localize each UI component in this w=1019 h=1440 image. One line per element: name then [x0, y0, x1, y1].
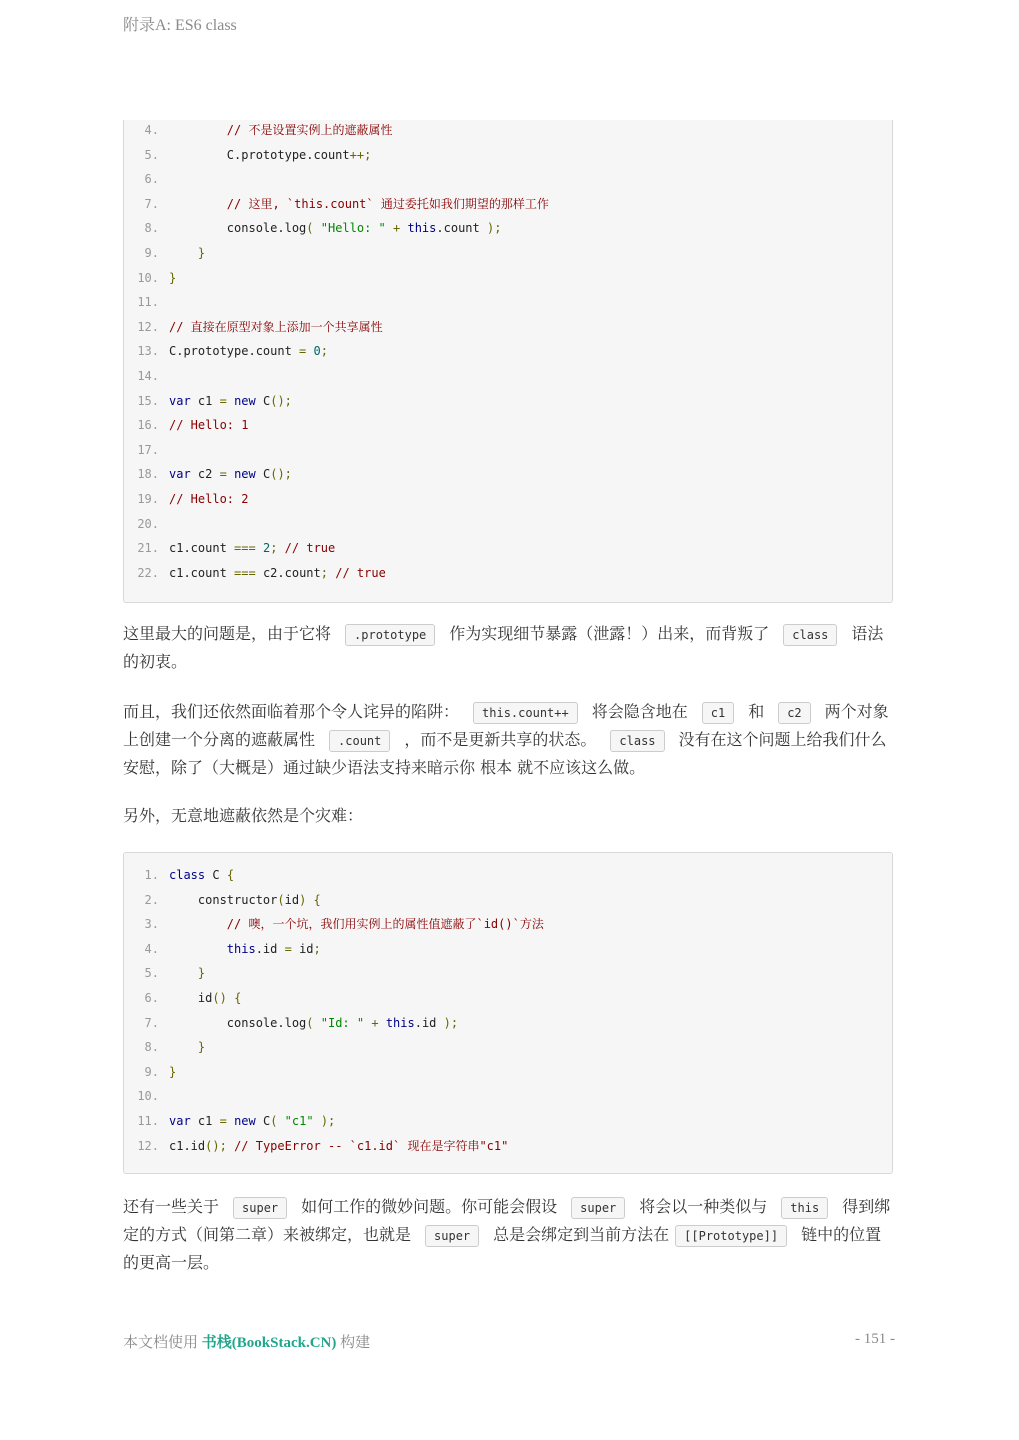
code-line — [124, 514, 159, 534]
para1-text-2: 作为实现细节暴露（泄露！）出来，而背叛了 — [449, 624, 770, 643]
line-number: 6. — [144, 991, 159, 1005]
code-line — [124, 145, 372, 165]
code-line — [124, 1111, 336, 1131]
code-text: class C { — [169, 868, 235, 882]
para4-text-4: 得到绑定的方式（间第二章）来被绑定，也就是 — [123, 1197, 891, 1244]
code-line — [124, 890, 321, 910]
line-number: 4. — [144, 123, 159, 137]
inline-code-count: .count — [329, 730, 390, 752]
code-line — [124, 440, 159, 460]
code-line — [124, 1013, 459, 1033]
code-line — [124, 292, 159, 312]
code-text: } — [197, 246, 206, 260]
code-line — [124, 268, 177, 288]
line-number: 5. — [144, 147, 159, 162]
line-number: 13. — [137, 344, 159, 359]
code-text: constructor(id) { — [169, 892, 321, 907]
page-number: - 151 - — [855, 1331, 895, 1347]
line-number: 7. — [144, 196, 159, 211]
code-text: // Hello: 2 — [169, 492, 249, 506]
code-line — [124, 914, 544, 934]
para2-text-6: 没有在这个问题上给我们什么安慰，除了（大概是）通过缺少语法支持来暗示你 根本 就不应该这么做。 — [123, 730, 887, 777]
code-line — [124, 563, 386, 583]
code-line — [124, 988, 242, 1008]
line-number: 22. — [137, 565, 159, 580]
line-number: 17. — [137, 442, 159, 457]
code-text: C.prototype.count = 0; — [169, 344, 328, 359]
code-line — [124, 218, 502, 238]
line-number: 12. — [137, 319, 159, 334]
inline-code-class: class — [783, 624, 837, 646]
line-number: 15. — [137, 393, 159, 408]
code-text: // 直接在原型对象上添加一个共享属性 — [169, 319, 383, 334]
para4-text-1: 还有一些关于 — [123, 1197, 220, 1216]
code-text: console.log( "Id: " + this.id ); — [169, 1015, 459, 1030]
code-line — [124, 1136, 509, 1156]
code-text: id() { — [169, 991, 242, 1005]
code-line — [124, 538, 336, 558]
code-line — [124, 1086, 159, 1106]
line-number: 14. — [137, 369, 159, 383]
code-text: C.prototype.count++; — [169, 147, 372, 162]
code-line — [124, 464, 292, 484]
paragraph-2 — [123, 698, 895, 782]
line-number: 3. — [144, 917, 159, 932]
line-number: 9. — [144, 1064, 159, 1079]
paragraph-4 — [123, 1193, 895, 1277]
code-line — [124, 366, 159, 386]
para2-text-3: 和 — [748, 702, 765, 721]
paragraph-3 — [123, 802, 895, 830]
inline-code-prototype-chain: [[Prototype]] — [675, 1225, 787, 1247]
code-text: // 这里, `this.count` 通过委托如我们期望的那样工作 — [226, 196, 549, 211]
inline-code-c1: c1 — [702, 702, 734, 724]
line-number: 4. — [144, 941, 159, 956]
line-number: 12. — [137, 1138, 159, 1153]
inline-code-super: super — [233, 1197, 287, 1219]
line-number: 9. — [144, 246, 159, 260]
code-line — [124, 317, 383, 337]
code-text: var c1 = new C(); — [169, 393, 292, 408]
inline-code-prototype: .prototype — [345, 624, 435, 646]
para4-text-2: 如何工作的微妙问题。你可能会假设 — [301, 1197, 558, 1216]
code-block-top — [123, 120, 893, 603]
line-number: 20. — [137, 516, 159, 531]
code-text: c1.count === 2; // true — [169, 541, 336, 556]
code-line — [124, 169, 159, 189]
code-text: c1.count === c2.count; // true — [169, 565, 386, 580]
para2-text-2: 将会隐含地在 — [591, 702, 688, 721]
code-line — [124, 341, 328, 361]
line-number: 11. — [137, 295, 159, 310]
inline-code-super-3: super — [425, 1225, 479, 1247]
code-line — [124, 120, 393, 140]
inline-code-super-2: super — [571, 1197, 625, 1219]
code-line — [124, 939, 321, 959]
code-text: this.id = id; — [226, 941, 321, 956]
code-line — [124, 865, 235, 885]
line-number: 1. — [144, 868, 159, 882]
page-header: 附录A: ES6 class — [123, 17, 237, 34]
code-text: console.log( "Hello: " + this.count ); — [169, 221, 502, 236]
code-line — [124, 489, 249, 509]
footer-suffix: 构建 — [340, 1335, 371, 1351]
code-text: // Hello: 1 — [169, 418, 249, 433]
code-text: } — [197, 966, 206, 981]
code-text: var c2 = new C(); — [169, 467, 292, 482]
code-line — [124, 415, 249, 435]
code-text: } — [197, 1040, 206, 1055]
para4-text-3: 将会以一种类似与 — [639, 1197, 768, 1216]
line-number: 5. — [144, 966, 159, 981]
para2-text-5: ，而不是更新共享的状态。 — [404, 730, 597, 749]
code-text: c1.id(); // TypeError -- `c1.id` 现在是字符串"c1" — [169, 1138, 509, 1153]
line-number: 11. — [137, 1114, 159, 1128]
line-number: 7. — [144, 1015, 159, 1030]
footer-brand-link[interactable]: 书栈(BookStack.CN) — [201, 1335, 337, 1351]
line-number: 10. — [137, 270, 159, 285]
para4-text-6: 链中的位置的更高一层。 — [123, 1225, 882, 1272]
code-text: } — [169, 1064, 177, 1079]
code-text: var c1 = new C( "c1" ); — [169, 1114, 336, 1128]
inline-code-c2: c2 — [778, 702, 810, 724]
code-text: } — [169, 270, 177, 285]
inline-code-this-count: this.count++ — [473, 702, 578, 724]
inline-code-this: this — [781, 1197, 828, 1219]
line-number: 8. — [144, 221, 159, 236]
code-line — [124, 243, 206, 263]
line-number: 16. — [137, 418, 159, 433]
code-line — [124, 1037, 206, 1057]
line-number: 18. — [137, 467, 159, 482]
line-number: 2. — [144, 892, 159, 907]
line-number: 10. — [137, 1089, 159, 1104]
code-line — [124, 963, 206, 983]
para2-text-1: 而且，我们还依然面临着那个令人诧异的陷阱： — [123, 702, 460, 721]
line-number: 6. — [144, 172, 159, 187]
line-number: 8. — [144, 1040, 159, 1055]
code-text: // 不是设置实例上的遮蔽属性 — [226, 123, 393, 137]
para1-text-3: 语法的初衷。 — [123, 624, 884, 671]
code-block-bottom — [123, 852, 893, 1174]
line-number: 19. — [137, 492, 159, 506]
para3-text-1: 另外，无意地遮蔽依然是个灾难： — [123, 806, 364, 825]
code-text: // 噢，一个坑，我们用实例上的属性值遮蔽了`id()`方法 — [226, 917, 544, 932]
code-line — [124, 391, 292, 411]
code-line — [124, 194, 549, 214]
line-number: 21. — [137, 541, 159, 556]
footer-prefix: 本文档使用 — [123, 1335, 199, 1351]
footer-credit — [123, 1331, 370, 1352]
para4-text-5: 总是会绑定到当前方法在 — [493, 1225, 670, 1244]
para2-text-4: 两个对象上创建一个分离的遮蔽属性 — [123, 702, 889, 749]
code-line — [124, 1062, 177, 1082]
paragraph-1 — [123, 620, 895, 676]
para1-text-1: 这里最大的问题是，由于它将 — [123, 624, 332, 643]
inline-code-class-2: class — [610, 730, 664, 752]
